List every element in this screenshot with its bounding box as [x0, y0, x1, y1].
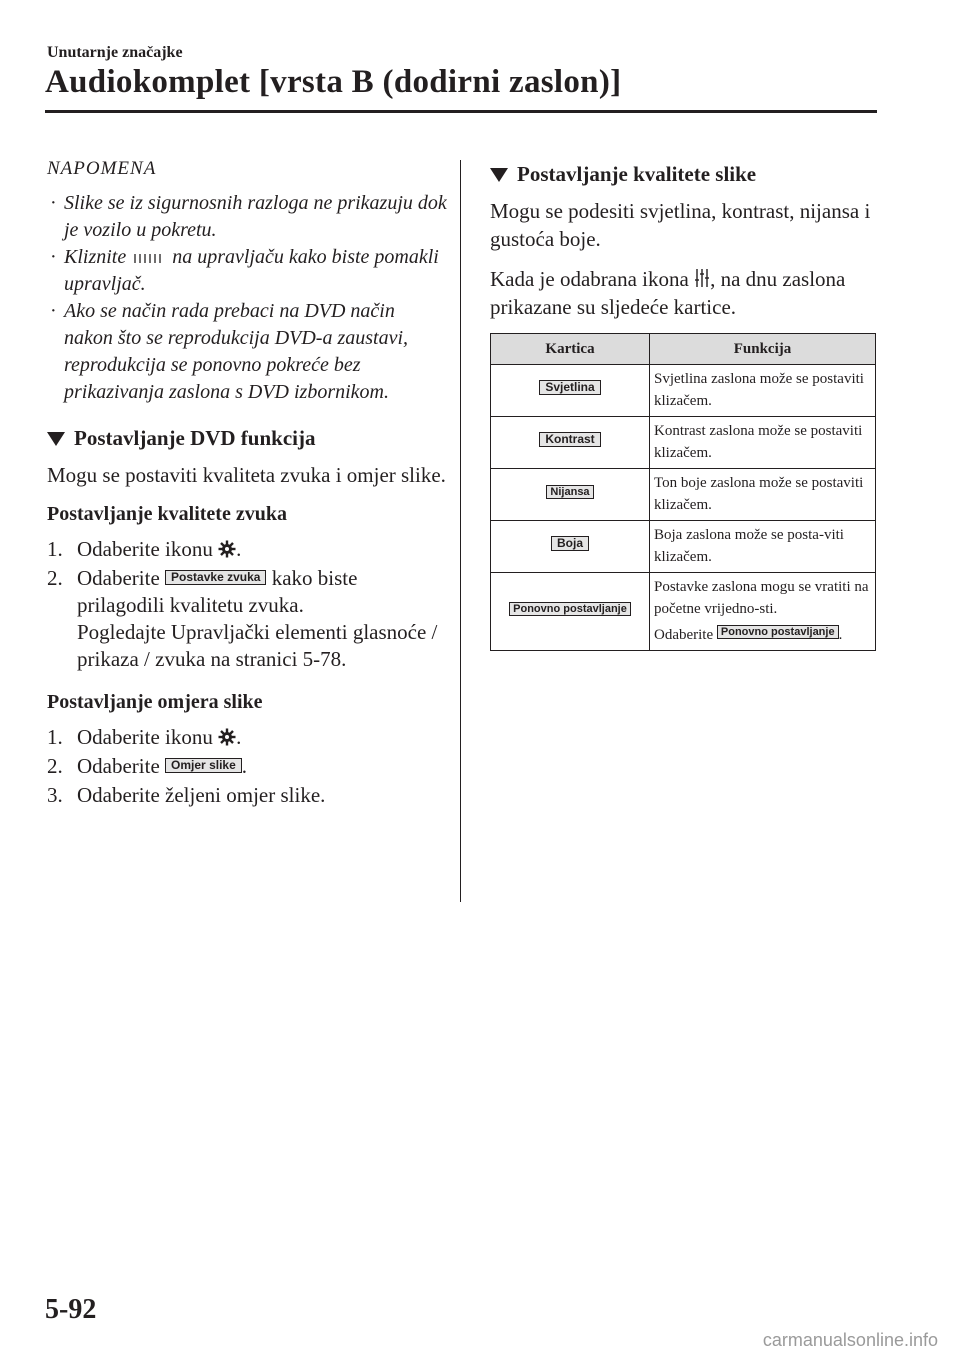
step-number: 1.: [47, 537, 63, 561]
step-body: [77, 753, 447, 780]
bullet-icon: ·: [50, 300, 57, 322]
sound-heading: Postavljanje kvalitete zvuka: [47, 503, 287, 525]
sound-settings-button[interactable]: Postavke zvuka: [165, 570, 266, 585]
triangle-down-icon: [47, 432, 65, 446]
note-text: Slike se iz sigurnosnih razloga ne prikazuju dok je vozilo u pokretu.: [64, 192, 447, 241]
step-text: Odaberite ikonu: [77, 537, 213, 561]
image-quality-intro-2: [490, 265, 876, 321]
function-text: Odaberite: [654, 627, 714, 643]
step: [47, 565, 447, 673]
left-column: [47, 158, 447, 811]
tab-cell: [491, 573, 650, 651]
reset-tab[interactable]: Ponovno postavljanje: [509, 602, 631, 616]
step: [47, 753, 447, 780]
tab-cell: [491, 365, 650, 417]
color-tab[interactable]: Boja: [551, 536, 589, 551]
reset-button[interactable]: Ponovno postavljanje: [717, 625, 839, 639]
tint-tab[interactable]: Nijansa: [546, 485, 593, 499]
step-number: 2.: [47, 754, 63, 778]
step-end: .: [236, 537, 242, 561]
function-cell: Ton boje zaslona može se postaviti klizačem.: [650, 469, 876, 521]
note-text-prefix: Kliznite: [64, 246, 127, 268]
column-header: Kartica: [491, 334, 650, 365]
bullet-icon: ·: [50, 246, 57, 268]
image-quality-intro: Mogu se podesiti svjetlina, kontrast, nijansa i gustoća boje.: [490, 199, 871, 251]
page-number: 5-92: [45, 1294, 97, 1325]
gear-icon: [218, 728, 236, 746]
note-text: Ako se način rada prebaci na DVD način nakon što se reprodukcija DVD-a zaustavi, reprodukcija se ponovno pokreće bez prikazivanja zaslona s DVD izbornikom.: [64, 300, 409, 403]
dvd-heading: [47, 426, 447, 451]
dvd-heading-text: Postavljanje DVD funkcija: [74, 426, 316, 450]
function-text-end: .: [838, 627, 843, 643]
function-cell: Kontrast zaslona može se postaviti klizačem.: [650, 417, 876, 469]
step-number: 1.: [47, 725, 63, 749]
step-body: [77, 565, 447, 673]
dvd-intro: Mogu se postaviti kvaliteta zvuka i omjer slike.: [47, 463, 446, 487]
function-text-2: [654, 624, 871, 646]
tab-cell: [491, 417, 650, 469]
sound-steps: [47, 536, 447, 673]
function-text: Postavke zaslona mogu se vratiti na početne vrijedno-sti.: [654, 579, 869, 617]
aspect-steps: [47, 724, 447, 809]
table-header-row: [491, 334, 876, 365]
tab-cell: [491, 521, 650, 573]
equalizer-icon: [694, 268, 710, 288]
column-divider: [460, 160, 461, 902]
tab-function-table: [490, 333, 876, 651]
step-body: [77, 536, 447, 563]
step: [47, 536, 447, 563]
table-row: [491, 469, 876, 521]
step-end: .: [241, 754, 248, 778]
step-reference: Pogledajte Upravljački elementi glasnoće / prikaza / zvuka na stranici 5-78.: [77, 620, 438, 671]
gear-icon: [218, 540, 236, 558]
intro-text: Kada je odabrana ikona: [490, 267, 689, 291]
image-quality-heading: [490, 162, 876, 187]
contrast-tab[interactable]: Kontrast: [539, 432, 600, 447]
triangle-down-icon: [490, 168, 508, 182]
table-row: [491, 573, 876, 651]
note-text: na upravljaču kako biste pomakli upravljač.: [64, 246, 439, 295]
step-text: Odaberite: [77, 566, 160, 590]
note-title: NAPOMENA: [47, 158, 157, 179]
table-row: [491, 417, 876, 469]
title-rule: [45, 110, 877, 113]
section-label: Unutarnje značajke: [47, 44, 183, 61]
aspect-heading: Postavljanje omjera slike: [47, 691, 263, 713]
intro-text: , na dnu zaslona prikazane su sljedeće kartice.: [490, 267, 846, 319]
step-body: [77, 724, 447, 751]
function-cell: Boja zaslona može se posta-viti klizačem.: [650, 521, 876, 573]
step: [47, 782, 447, 809]
step: [47, 724, 447, 751]
brightness-tab[interactable]: Svjetlina: [539, 380, 600, 395]
watermark: carmanualsonline.info: [762, 1330, 938, 1350]
note-list: [47, 190, 447, 406]
tab-cell: [491, 469, 650, 521]
aspect-ratio-button[interactable]: Omjer slike: [165, 758, 242, 773]
note-item: [47, 244, 447, 298]
function-cell: Svjetlina zaslona može se postaviti klizačem.: [650, 365, 876, 417]
bullet-icon: ·: [50, 192, 57, 214]
table-row: [491, 521, 876, 573]
step-text: kako biste prilagodili kvalitetu zvuka.: [77, 566, 358, 617]
table-row: [491, 365, 876, 417]
page-title: Audiokomplet [vrsta B (dodirni zaslon)]: [45, 64, 622, 100]
step-text: Odaberite ikonu: [77, 725, 213, 749]
step-text: Odaberite: [77, 754, 160, 778]
step-number: 2.: [47, 566, 63, 590]
right-column: [490, 158, 876, 651]
step-text: Odaberite željeni omjer slike.: [77, 783, 326, 807]
image-quality-heading-text: Postavljanje kvalitete slike: [517, 162, 757, 186]
slider-grip-icon: [131, 251, 167, 265]
note-item: [47, 190, 447, 244]
function-cell: [650, 573, 876, 651]
column-header: Funkcija: [650, 334, 876, 365]
step-number: 3.: [47, 783, 63, 807]
note-item: [47, 298, 447, 406]
step-end: .: [236, 725, 242, 749]
